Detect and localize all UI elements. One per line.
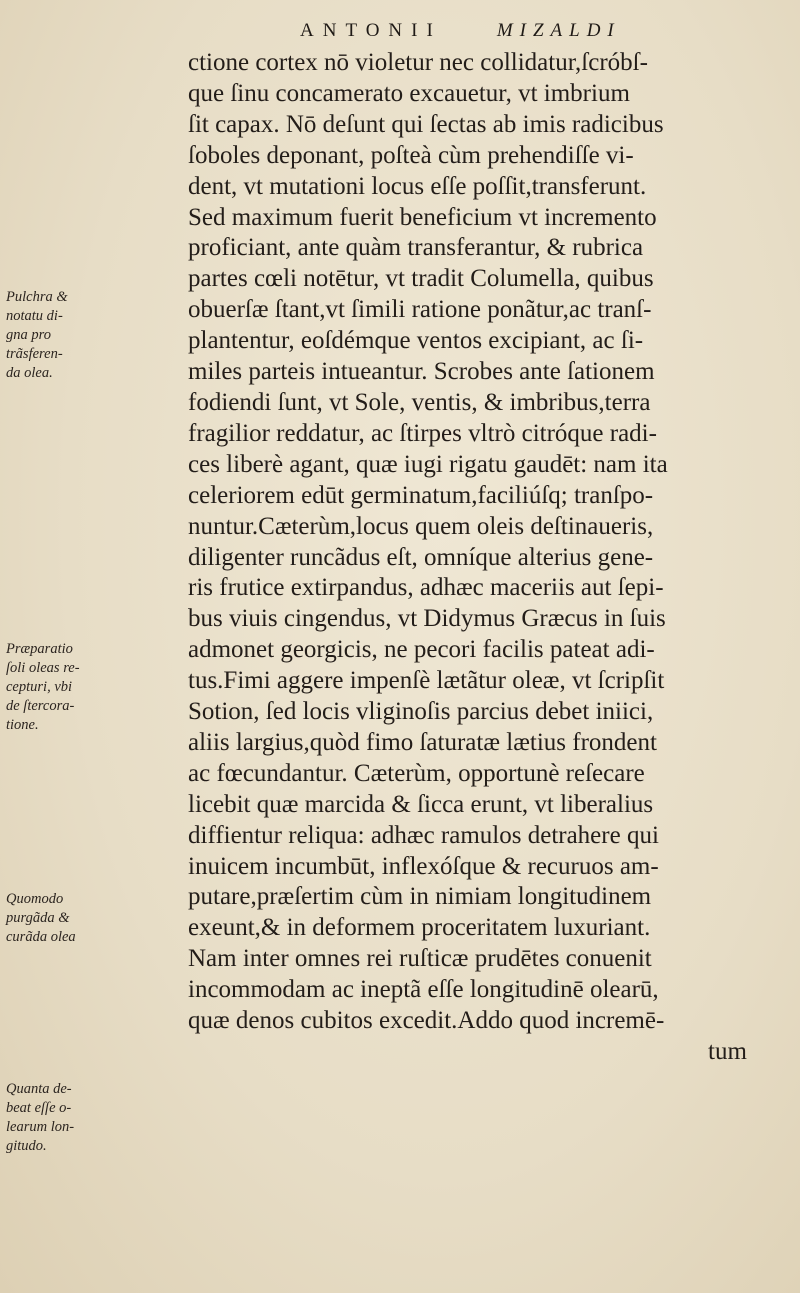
margin-note-line: Præparatio (6, 641, 73, 657)
text-line: diffientur reliqua: adhæc ramulos detrahere qui (188, 821, 659, 849)
text-line: nuntur.Cæterùm,locus quem oleis deſtinaueris, (188, 512, 654, 540)
margin-note-soil-preparation (6, 640, 106, 735)
margin-note-line: Quomodo (6, 891, 64, 907)
margin-note-line: learum lon- (6, 1119, 75, 1135)
text-line: bus viuis cingendus, vt Didymus Græcus in ſuis (188, 605, 666, 633)
text-line: ſit capax. Nō deſunt qui ſectas ab imis radicibus (188, 110, 664, 138)
text-line: celeriorem edūt germinatum,faciliúſq; tranſpo- (188, 481, 654, 509)
text-line: ctione cortex nō violetur nec collidatur,ſcróbſ- (188, 49, 648, 76)
text-line: partes cœli notētur, vt tradit Columella, quibus (188, 265, 654, 293)
text-line: putare,præſertim cùm in nimiam longitudinem (188, 883, 652, 911)
text-line: Sotion, ſed locis vliginoſis parcius debet iniici, (188, 698, 654, 726)
margin-note-line: purgãda & (6, 910, 70, 926)
text-line: ac fœcundantur. Cæterùm, opportunè reſecare (188, 759, 645, 787)
text-line: proficiant, ante quàm transferantur, & rubrica (188, 234, 644, 262)
header-author: ANTONII (300, 20, 442, 41)
margin-note-line: curãda olea (6, 929, 76, 945)
margin-note-line: tione. (6, 717, 39, 733)
margin-note-line: gna pro (6, 327, 51, 343)
margin-note-transplanting (6, 288, 106, 383)
text-line: diligenter runcãdus eſt, omníque alterius gene- (188, 543, 654, 571)
text-line: exeunt,& in deformem proceritatem luxuriant. (188, 914, 651, 942)
main-text-block (188, 48, 773, 1068)
text-line: fodiendi ſunt, vt Sole, ventis, & imbribus,terra (188, 388, 651, 416)
margin-note-line: Pulchra & (6, 289, 68, 305)
text-line: plantentur, eoſdémque ventos excipiant, ac ſi- (188, 327, 644, 355)
margin-note-line: da olea. (6, 365, 53, 381)
text-line: Nam inter omnes rei ruſticæ prudētes conuenit (188, 945, 652, 973)
text-line: quæ denos cubitos excedit.Addo quod incremē- (188, 1007, 665, 1035)
text-line: dent, vt mutationi locus eſſe poſſit,transferunt. (188, 172, 647, 200)
text-line: aliis largius,quòd fimo ſaturatæ lætius frondent (188, 728, 657, 756)
text-line: miles parteis intueantur. Scrobes ante ſationem (188, 358, 655, 386)
text-line: ces liberè agant, quæ iugi rigatu gaudēt: nam ita (188, 450, 668, 478)
margin-note-line: de ſtercora- (6, 698, 75, 714)
text-line: licebit quæ marcida & ſicca erunt, vt liberalius (188, 790, 654, 818)
margin-note-line: gitudo. (6, 1138, 47, 1154)
text-line: Sed maximum fuerit beneficium vt incremento (188, 203, 657, 231)
text-line: que ſinu concamerato excauetur, vt imbrium (188, 79, 630, 107)
text-line: tum (708, 1038, 747, 1065)
margin-note-line: notatu di- (6, 308, 63, 324)
margin-note-olive-height (6, 1080, 106, 1156)
margin-note-line: trãsferen- (6, 346, 63, 362)
text-line: ſoboles deponant, poſteà cùm prehendiſſe vi- (188, 141, 634, 169)
margin-note-pruning (6, 890, 106, 947)
margin-note-line: ſoli oleas re- (6, 660, 80, 676)
text-line: obuerſæ ſtant,vt ſimili ratione ponãtur,ac tranſ- (188, 296, 652, 324)
text-line: admonet georgicis, ne pecori facilis pateat adi- (188, 636, 655, 664)
running-header (300, 20, 720, 42)
margin-note-line: Quanta de- (6, 1081, 72, 1097)
margin-note-line: cepturi, vbi (6, 679, 73, 695)
text-line: ris frutice extirpandus, adhæc maceriis aut ſepi- (188, 574, 664, 602)
margin-note-line: beat eſſe o- (6, 1100, 72, 1116)
text-line: inuicem incumbūt, inflexóſque & recuruos am- (188, 852, 659, 880)
header-title: MIZALDI (496, 20, 621, 41)
text-line: fragilior reddatur, ac ſtirpes vltrò citróque radi- (188, 419, 657, 447)
text-line: incommodam ac ineptã eſſe longitudinē olearū, (188, 976, 659, 1004)
text-line: tus.Fimi aggere impenſè lætãtur oleæ, vt ſcripſit (188, 667, 665, 695)
